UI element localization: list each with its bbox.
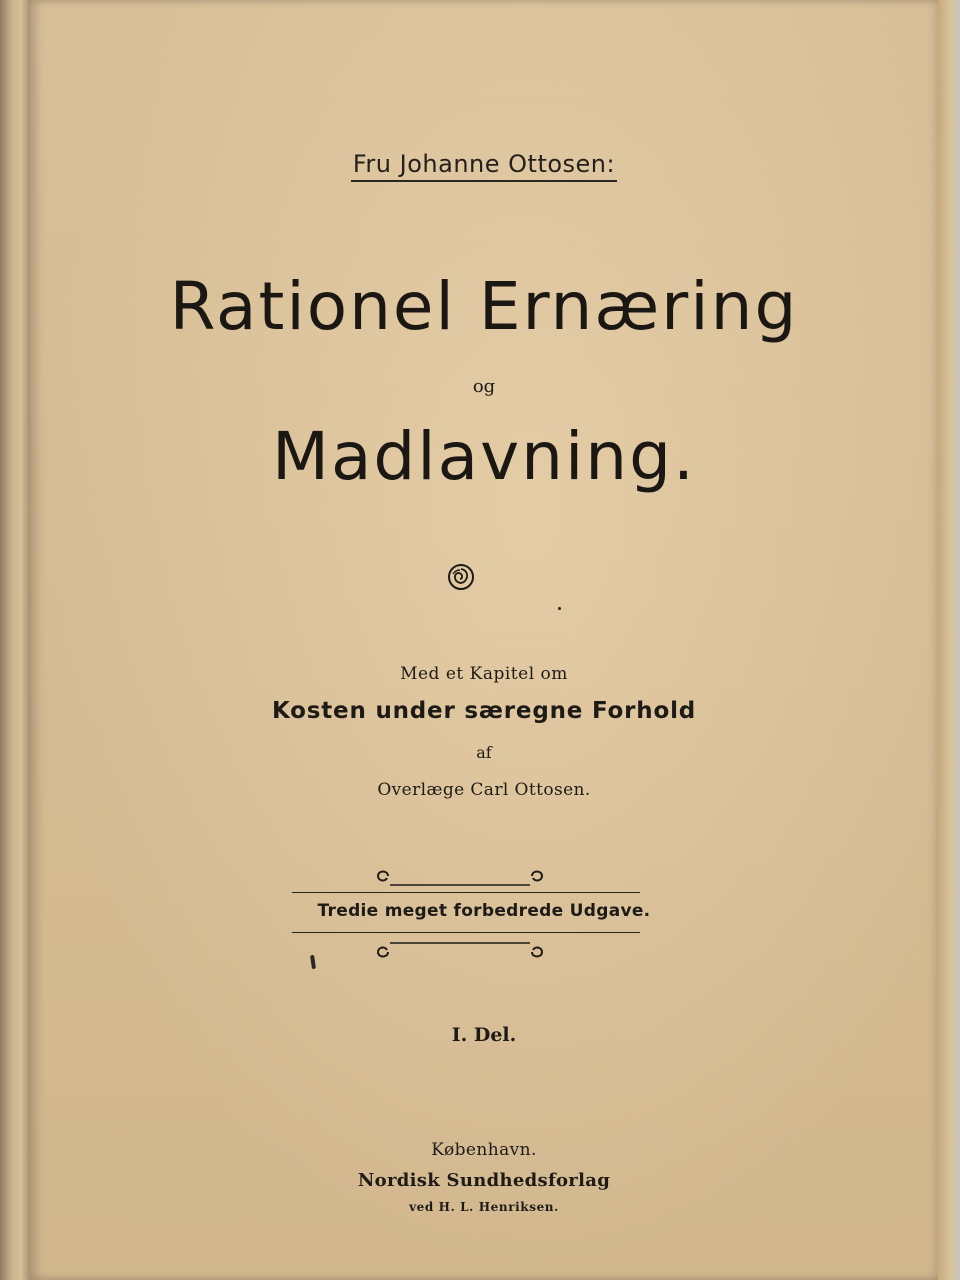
- edition-rule-bottom: [292, 932, 640, 933]
- publisher-name: Nordisk Sundhedsforlag: [357, 1170, 611, 1191]
- edition-rule-top: [292, 892, 640, 893]
- author-name: Fru Johanne Ottosen:: [351, 150, 617, 182]
- publication-city: København.: [431, 1140, 537, 1160]
- book-title-line1: Rationel Ernæring: [169, 268, 799, 345]
- scroll-flourish-icon: [370, 940, 550, 964]
- part-number: I. Del.: [451, 1024, 517, 1046]
- chapter-title: Kosten under særegne Forhold: [271, 698, 697, 724]
- edition-statement: Tredie meget forbedrede Udgave.: [317, 901, 651, 921]
- subtitle-intro: Med et Kapitel om: [400, 664, 568, 684]
- page-edge: [938, 0, 960, 1280]
- ink-mark: [310, 955, 316, 969]
- title-page: [30, 0, 938, 1280]
- title-conjunction: og: [472, 376, 496, 397]
- publisher-proprietor: ved H. L. Henriksen.: [409, 1200, 559, 1214]
- book-cover-edge: [0, 0, 30, 1280]
- author-block: [30, 150, 938, 182]
- ink-speck: [558, 607, 561, 610]
- contributor-name: Overlæge Carl Ottosen.: [377, 780, 591, 800]
- book-title-line2: Madlavning.: [272, 418, 696, 495]
- scroll-flourish-icon: [370, 864, 550, 888]
- by-word: af: [476, 743, 492, 762]
- rose-ornament-icon: [446, 562, 476, 592]
